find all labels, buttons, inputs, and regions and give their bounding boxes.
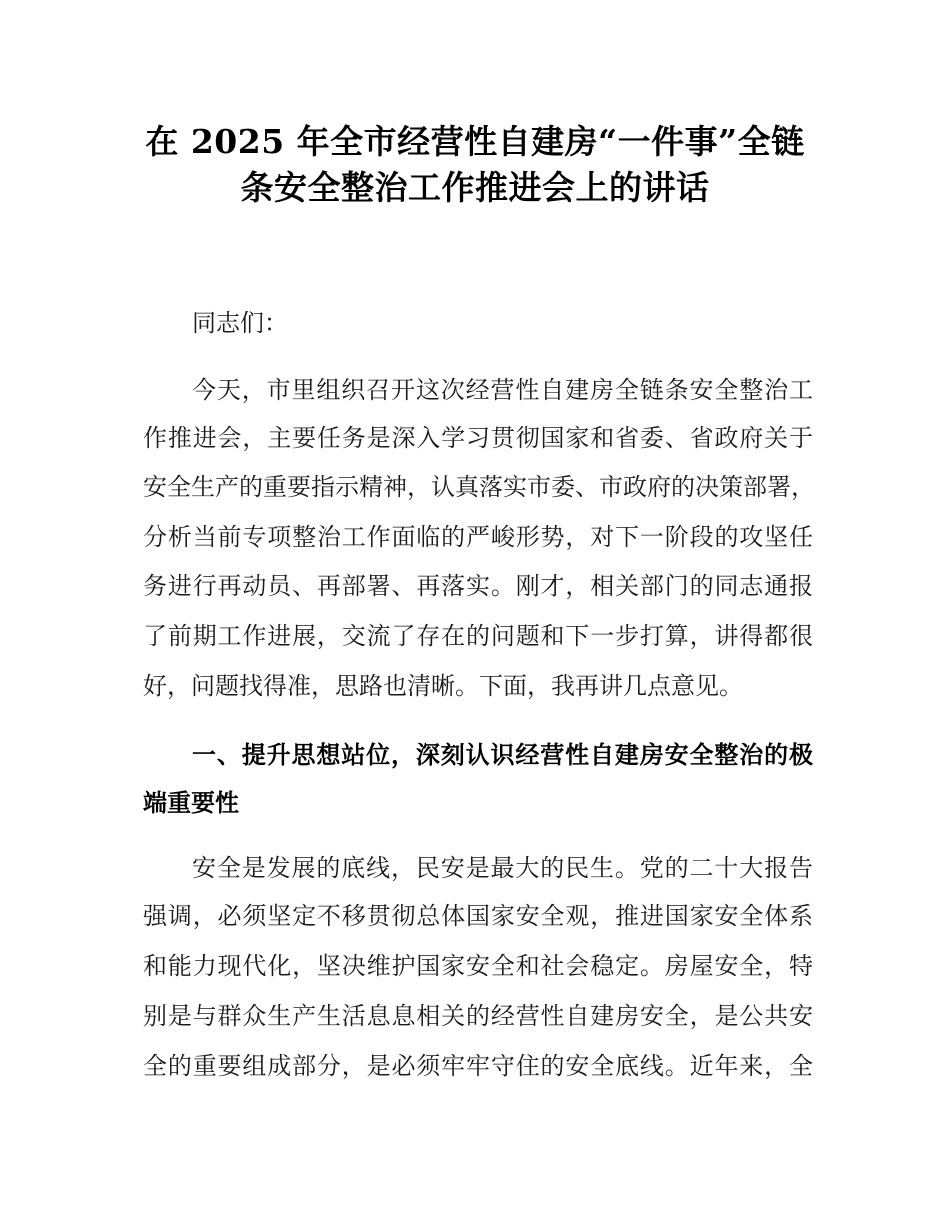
- paragraph-1-line-4: 分析当前专项整治工作面临的严峻形势，对下一阶段的攻坚任: [143, 523, 813, 551]
- section-1-heading-line-2: 端重要性: [143, 789, 239, 817]
- paragraph-1-line-3: 安全生产的重要指示精神，认真落实市委、市政府的决策部署，: [143, 473, 815, 501]
- paragraph-2-line-3: 和能力现代化，坚决维护国家安全和社会稳定。房屋安全，特: [143, 952, 813, 980]
- paragraph-1-line-5: 务进行再动员、再部署、再落实。刚才，相关部门的同志通报: [143, 572, 813, 600]
- salutation: 同志们：: [192, 309, 288, 337]
- document-title-line-1: 在 2025 年全市经营性自建房“一件事”全链: [145, 122, 805, 161]
- paragraph-2-line-2: 强调，必须坚定不移贯彻总体国家安全观，推进国家安全体系: [143, 902, 813, 930]
- paragraph-1-line-7: 好，问题找得准，思路也清晰。下面，我再讲几点意见。: [143, 672, 743, 700]
- paragraph-1-line-6: 了前期工作进展，交流了存在的问题和下一步打算，讲得都很: [143, 622, 813, 650]
- paragraph-2-line-5: 全的重要组成部分，是必须牢牢守住的安全底线。近年来，全: [143, 1052, 813, 1080]
- paragraph-2-line-1: 安全是发展的底线，民安是最大的民生。党的二十大报告: [192, 854, 813, 882]
- document-title-line-2: 条安全整治工作推进会上的讲话: [240, 168, 710, 207]
- section-1-heading-line-1: 一、提升思想站位，深刻认识经营性自建房安全整治的极: [192, 741, 813, 769]
- paragraph-1-line-2: 作推进会，主要任务是深入学习贯彻国家和省委、省政府关于: [143, 424, 813, 452]
- paragraph-2-line-4: 别是与群众生产生活息息相关的经营性自建房安全，是公共安: [143, 1002, 813, 1030]
- paragraph-1-line-1: 今天，市里组织召开这次经营性自建房全链条安全整治工: [192, 376, 813, 404]
